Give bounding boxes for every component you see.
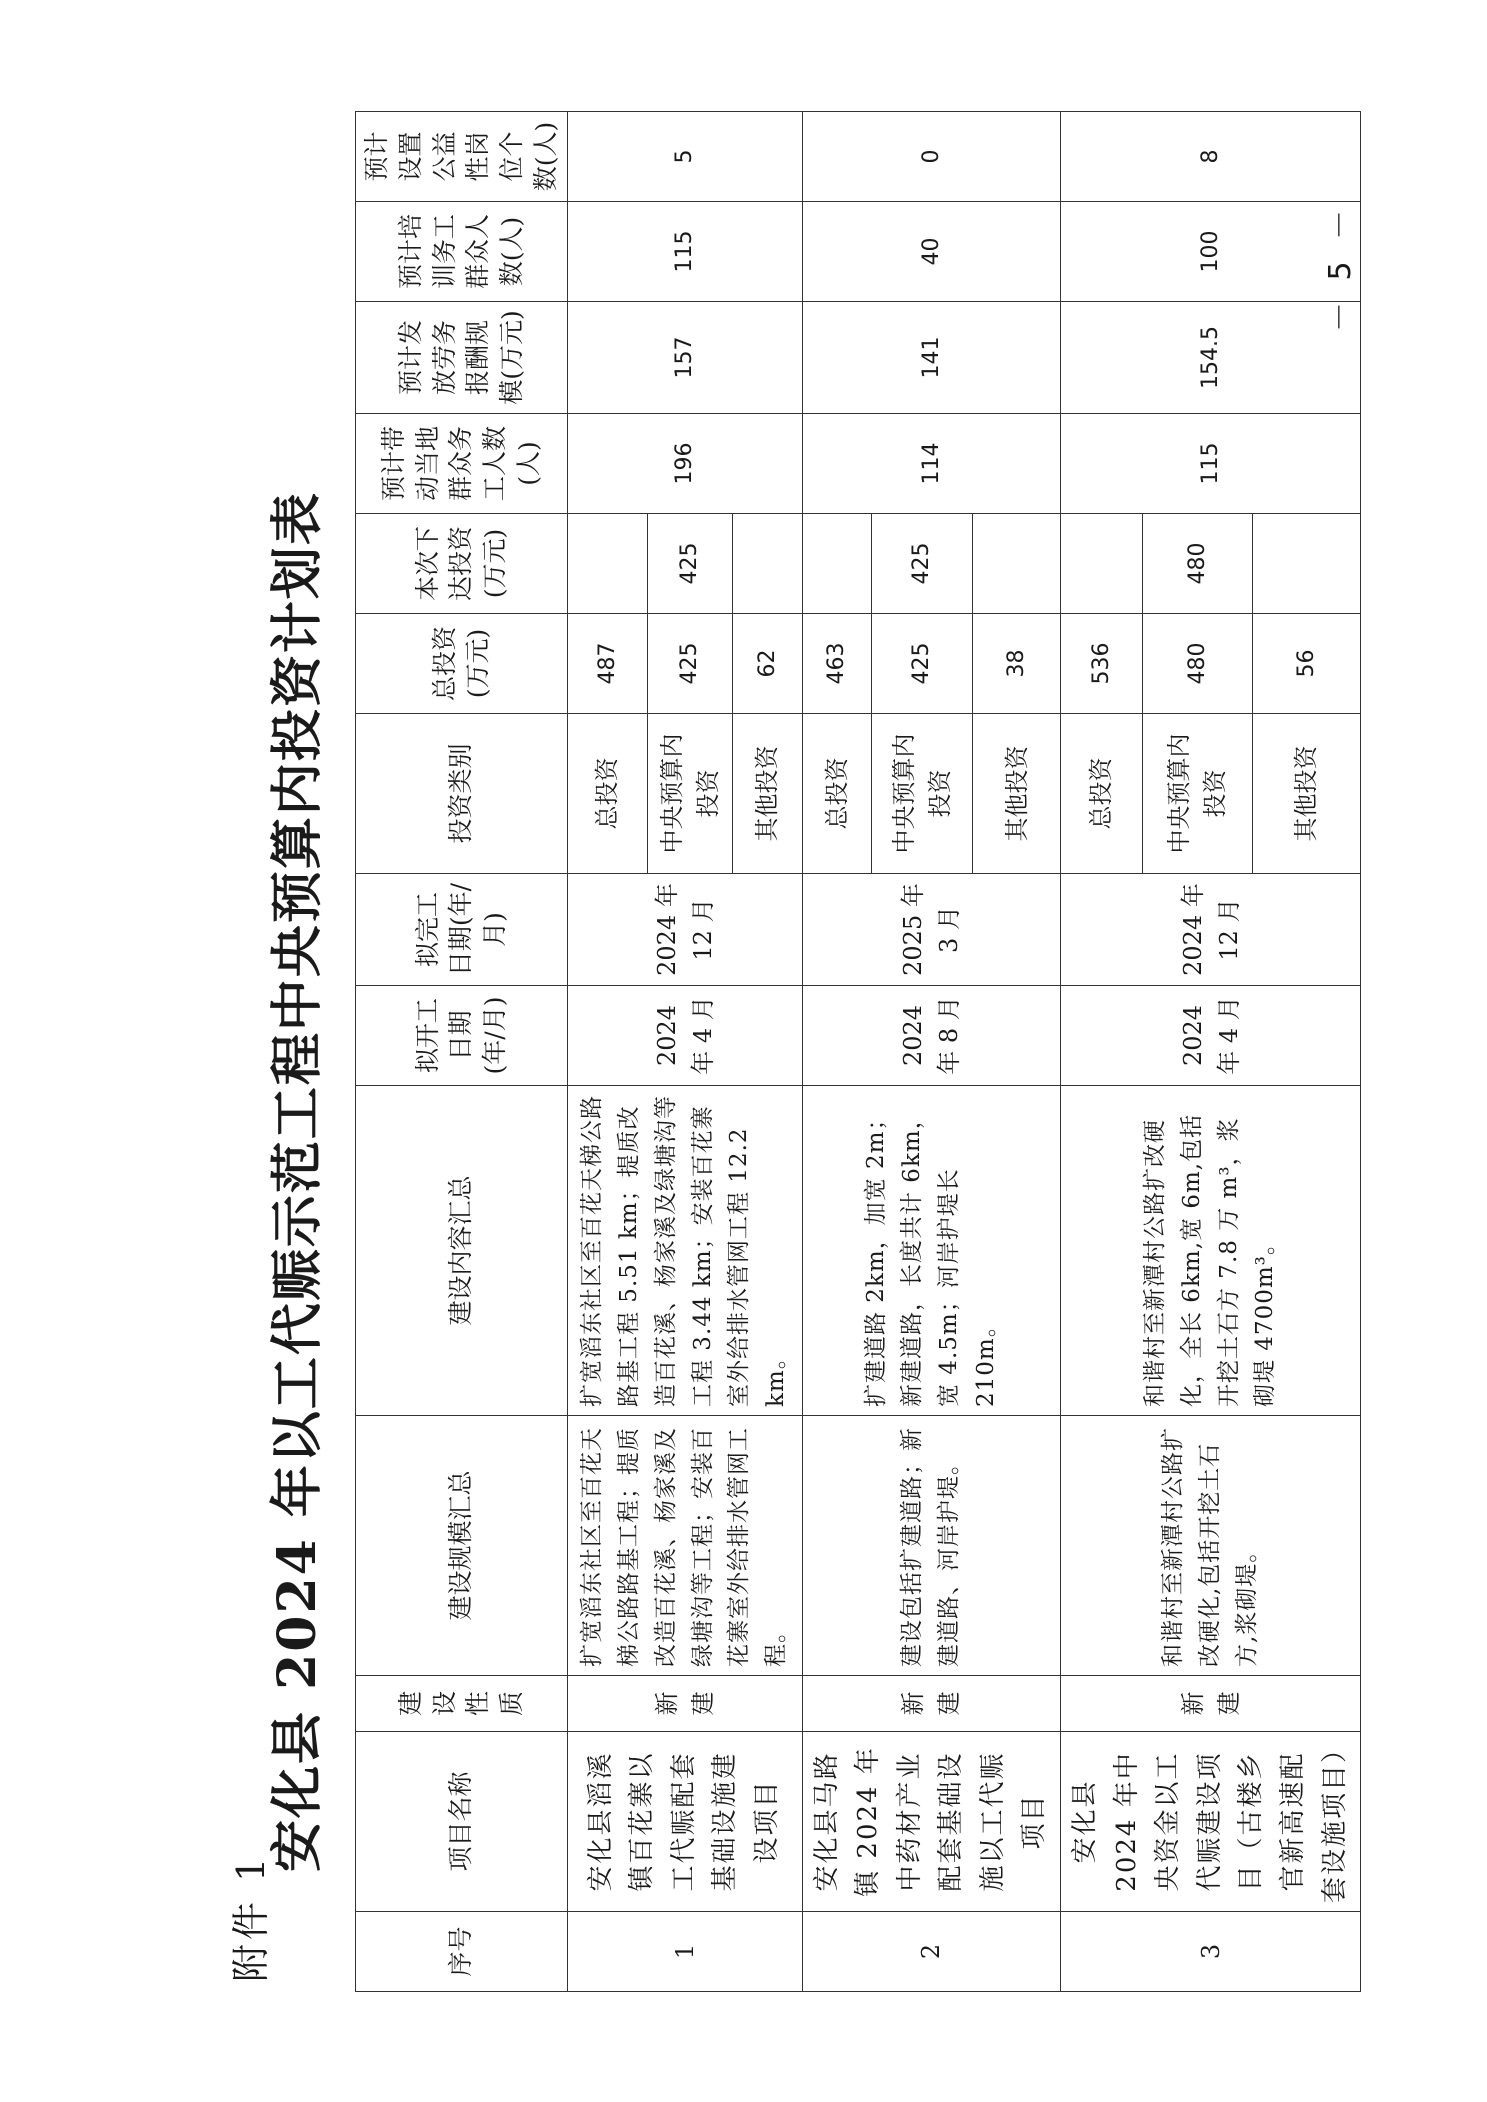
attachment-label: 附件 1 bbox=[229, 1853, 273, 1982]
investment-plan-table bbox=[355, 111, 1361, 1992]
table-row bbox=[802, 112, 871, 1992]
col-header-end: 拟完工日期(年/月) bbox=[356, 874, 568, 986]
cell-total: 463 bbox=[802, 614, 871, 714]
cell-trained: 40 bbox=[802, 202, 1061, 302]
cell-scale: 扩宽滔东社区至百花天梯公路路基工程；提质改造百花溪、杨家溪及绿塘沟等工程；安装百花寨室外给排水管网工程。 bbox=[567, 1416, 802, 1676]
cell-content: 扩建道路 2km，加宽 2m；新建道路，长度共计 6km，宽 4.5m；河岸护堤长 210m。 bbox=[802, 1086, 1061, 1416]
col-header-posts: 预计设置公益性岗位个数(人) bbox=[356, 112, 568, 202]
cell-category: 中央预算内投资 bbox=[647, 714, 732, 874]
cell-issued: 425 bbox=[647, 514, 732, 614]
cell-pay: 141 bbox=[802, 302, 1061, 414]
cell-seq: 3 bbox=[1061, 1912, 1361, 1992]
cell-end: 2025 年 3 月 bbox=[802, 874, 1061, 986]
col-header-seq: 序号 bbox=[356, 1912, 568, 1992]
header-row bbox=[356, 112, 568, 1992]
cell-issued: 480 bbox=[1142, 514, 1252, 614]
cell-category: 其他投资 bbox=[973, 714, 1061, 874]
cell-issued: 425 bbox=[871, 514, 973, 614]
col-header-name: 项目名称 bbox=[356, 1732, 568, 1912]
col-header-scale: 建设规模汇总 bbox=[356, 1416, 568, 1676]
cell-total: 56 bbox=[1252, 614, 1361, 714]
cell-start: 2024 年 4 月 bbox=[1061, 986, 1361, 1086]
cell-workers: 196 bbox=[567, 414, 802, 514]
cell-trained: 115 bbox=[567, 202, 802, 302]
cell-posts: 5 bbox=[567, 112, 802, 202]
cell-total: 62 bbox=[732, 614, 802, 714]
cell-seq: 1 bbox=[567, 1912, 802, 1992]
cell-issued-empty bbox=[973, 514, 1061, 614]
col-header-nature: 建设性质 bbox=[356, 1676, 568, 1732]
cell-category: 中央预算内投资 bbox=[1142, 714, 1252, 874]
cell-issued-empty bbox=[1252, 514, 1361, 614]
cell-category: 其他投资 bbox=[1252, 714, 1361, 874]
cell-total: 480 bbox=[1142, 614, 1252, 714]
cell-start: 2024 年 8 月 bbox=[802, 986, 1061, 1086]
col-header-issued: 本次下达投资(万元) bbox=[356, 514, 568, 614]
cell-total: 425 bbox=[647, 614, 732, 714]
page-title: 安化县 2024 年以工代赈示范工程中央预算内投资计划表 bbox=[267, 491, 328, 1872]
col-header-pay: 预计发放劳务报酬规模(万元) bbox=[356, 302, 568, 414]
cell-issued-empty bbox=[1061, 514, 1142, 614]
table-row bbox=[567, 112, 647, 1992]
cell-name: 安化县滔溪镇百花寨以工代赈配套基础设施建设项目 bbox=[567, 1732, 802, 1912]
cell-content: 和谐村至新潭村公路扩改硬化，全长 6km,宽 6m,包括开挖土石方 7.8 万 m³，浆砌堤 4700m³。 bbox=[1061, 1086, 1361, 1416]
cell-total: 38 bbox=[973, 614, 1061, 714]
cell-posts: 0 bbox=[802, 112, 1061, 202]
cell-issued-empty bbox=[802, 514, 871, 614]
cell-posts: 8 bbox=[1061, 112, 1361, 202]
cell-end: 2024 年 12 月 bbox=[1061, 874, 1361, 986]
cell-total: 487 bbox=[567, 614, 647, 714]
page-number: － 5 － bbox=[1323, 203, 1358, 332]
cell-nature: 新建 bbox=[802, 1676, 1061, 1732]
cell-category: 总投资 bbox=[802, 714, 871, 874]
cell-issued-empty bbox=[732, 514, 802, 614]
cell-scale: 建设包括扩建道路；新建道路、河岸护堤。 bbox=[802, 1416, 1061, 1676]
cell-nature: 新建 bbox=[567, 1676, 802, 1732]
cell-workers: 115 bbox=[1061, 414, 1361, 514]
cell-category: 总投资 bbox=[1061, 714, 1142, 874]
cell-category: 中央预算内投资 bbox=[871, 714, 973, 874]
cell-issued-empty bbox=[567, 514, 647, 614]
cell-pay: 154.5 bbox=[1061, 302, 1361, 414]
cell-content: 扩宽滔东社区至百花天梯公路路基工程 5.51 km；提质改造百花溪、杨家溪及绿塘沟等工程 3.44 km；安装百花寨室外给排水管网工程 12.2 km。 bbox=[567, 1086, 802, 1416]
table-row bbox=[1061, 112, 1142, 1992]
cell-pay: 157 bbox=[567, 302, 802, 414]
cell-total: 536 bbox=[1061, 614, 1142, 714]
cell-category: 其他投资 bbox=[732, 714, 802, 874]
cell-nature: 新建 bbox=[1061, 1676, 1361, 1732]
cell-seq: 2 bbox=[802, 1912, 1061, 1992]
cell-category: 总投资 bbox=[567, 714, 647, 874]
col-header-total: 总投资(万元) bbox=[356, 614, 568, 714]
col-header-category: 投资类别 bbox=[356, 714, 568, 874]
cell-trained: 100 bbox=[1061, 202, 1361, 302]
cell-end: 2024 年 12 月 bbox=[567, 874, 802, 986]
col-header-workers: 预计带动当地群众务工人数(人) bbox=[356, 414, 568, 514]
cell-total: 425 bbox=[871, 614, 973, 714]
col-header-start: 拟开工日期(年/月) bbox=[356, 986, 568, 1086]
cell-name: 安化县马路镇 2024 年中药材产业配套基础设施以工代赈项目 bbox=[802, 1732, 1061, 1912]
col-header-content: 建设内容汇总 bbox=[356, 1086, 568, 1416]
cell-workers: 114 bbox=[802, 414, 1061, 514]
cell-start: 2024 年 4 月 bbox=[567, 986, 802, 1086]
cell-scale: 和谐村至新潭村公路扩改硬化,包括开挖土石方,浆砌堤。 bbox=[1061, 1416, 1361, 1676]
col-header-trained: 预计培训务工群众人数(人) bbox=[356, 202, 568, 302]
cell-name: 安化县 2024 年中央资金以工代赈建设项目（古楼乡官新高速配套设施项目） bbox=[1061, 1732, 1361, 1912]
